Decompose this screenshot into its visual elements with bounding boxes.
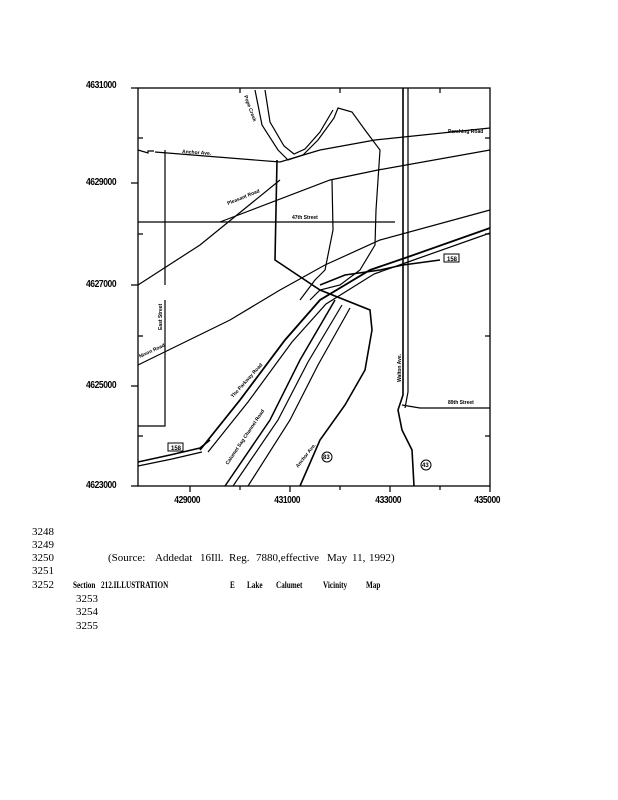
pleasant-road-label: Pleasant Road	[226, 188, 261, 207]
walton-ave-line	[398, 88, 414, 486]
source-month: May	[327, 552, 348, 564]
canal-road-label: Calumet Sag Channel Road	[224, 408, 267, 467]
caption-section: Section	[73, 580, 96, 590]
y-tick-label: 4627000	[86, 279, 117, 290]
source-ill: 16Ill.	[200, 552, 224, 564]
y-tick-label: 4629000	[86, 177, 117, 188]
line-number: 3254	[76, 606, 98, 618]
y-tick-label: 4631000	[86, 80, 117, 91]
source-added: Addedat	[155, 552, 193, 564]
east-street-line	[138, 150, 165, 426]
map-frame	[138, 88, 490, 486]
x-tick-label: 429000	[174, 495, 201, 506]
anchor-ave-road	[155, 150, 320, 162]
line-number: 3251	[32, 565, 54, 577]
nixon-road-line	[138, 210, 490, 365]
caption-map: Map	[366, 580, 381, 590]
line-number: 3253	[76, 593, 98, 605]
line-number: 3250	[32, 552, 54, 564]
eighty-ninth-street-label: 89th Street	[448, 400, 474, 406]
line-number: 3255	[76, 620, 98, 632]
east-street-label: East Street	[158, 303, 164, 330]
anchor-ave-bottom-label: Anchor Ave.	[294, 442, 318, 470]
pershing-road-label: Pershing Road	[448, 129, 484, 135]
line-number: 3249	[32, 539, 54, 551]
route-circle-b-label: 43	[422, 463, 429, 469]
x-tick-label: 433000	[375, 495, 402, 506]
x-tick-label: 431000	[274, 495, 301, 506]
route-shield-upper-label: 158	[447, 257, 458, 263]
pope-creek-label: Pope Creek	[242, 94, 258, 123]
nixon-road-label: Nixon Road	[138, 342, 167, 360]
canal-road-line	[225, 300, 335, 486]
caption-vicinity: Vicinity	[323, 580, 348, 590]
caption-calumet: Calumet	[276, 580, 303, 590]
source-day: 11,	[352, 552, 366, 564]
y-tick-label: 4623000	[86, 480, 117, 491]
source-year: 1992)	[369, 552, 395, 564]
y-tick-label: 4625000	[86, 380, 117, 391]
caption-e: E	[230, 580, 235, 590]
walton-ave-label: Walton Ave.	[397, 353, 403, 382]
route-shield-lower-label: 158	[171, 446, 182, 452]
source-num: 7880,effective	[256, 552, 320, 564]
x-tick-label: 435000	[474, 495, 501, 506]
route-circle-a-label: 83	[323, 455, 330, 461]
anchor-ave-label: Anchor Ave.	[181, 149, 212, 158]
source-open: (Source:	[108, 552, 146, 564]
line-number: 3252	[32, 579, 54, 591]
source-reg: Reg.	[229, 552, 250, 564]
line-number: 3248	[32, 526, 54, 538]
eighty-ninth-street-line	[402, 405, 490, 408]
parkway-road-label: The Parkway Road	[230, 362, 265, 400]
forty-seventh-street-label: 47th Street	[292, 215, 318, 221]
caption-lake: Lake	[247, 580, 263, 590]
caption-number: 212.ILLUSTRATION	[101, 580, 169, 590]
